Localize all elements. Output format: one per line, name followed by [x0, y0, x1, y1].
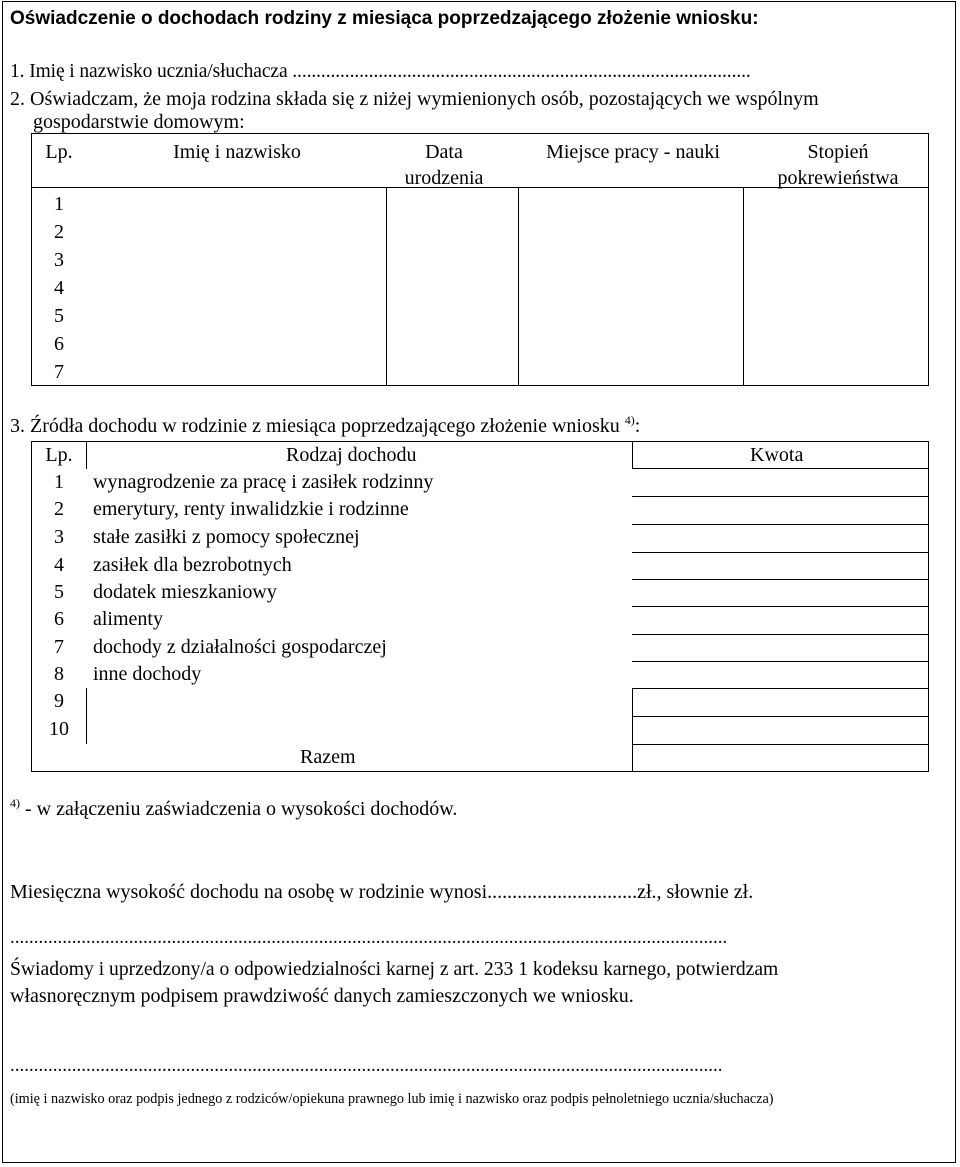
table-row: [32, 716, 928, 743]
form-title: Oświadczenie o dochodach rodziny z miesiąca poprzedzającego złożenie wniosku:: [10, 8, 759, 29]
table-row: [32, 634, 928, 661]
col-header-relation-line1: Stopień: [807, 141, 869, 163]
income-row-number: 3: [54, 526, 64, 548]
amount-row-rule: [632, 496, 928, 497]
column-divider: [386, 187, 387, 385]
amount-row-rule: [632, 661, 928, 662]
footnote-marker: 4): [10, 796, 20, 810]
income-row-number: 6: [54, 608, 64, 630]
total-label: Razem: [300, 746, 356, 768]
amount-row-rule: [632, 468, 928, 469]
family-statement-line1: 2. Oświadczam, że moja rodzina składa się z niżej wymienionych osób, pozostających we wspólnym: [10, 88, 819, 110]
col-header-source: Rodzaj dochodu: [286, 444, 417, 466]
income-sources-heading: [10, 415, 640, 437]
col-header-birth-line2: urodzenia: [404, 167, 484, 189]
family-row-number: 2: [54, 221, 64, 243]
total-row: [32, 744, 928, 771]
footnote-text: - w załączeniu zaświadczenia o wysokości dochodów.: [25, 798, 458, 820]
col-header-birth: [384, 139, 504, 191]
amount-row-rule: [632, 579, 928, 580]
amount-row-rule: [632, 524, 928, 525]
income-row-number: 2: [54, 498, 64, 520]
amount-row-rule: [632, 716, 928, 717]
table-row: [32, 579, 928, 606]
income-row-desc: zasiłek dla bezrobotnych: [93, 554, 292, 576]
family-row-number: 7: [54, 361, 64, 383]
table-row: [32, 552, 928, 579]
amount-row-rule: [632, 634, 928, 635]
col-header-lp: Lp.: [45, 444, 73, 466]
income-row-number: 8: [54, 663, 64, 685]
family-statement-line2: gospodarstwie domowym:: [33, 111, 245, 133]
column-divider: [632, 688, 633, 772]
income-row-desc: dochody z działalności gospodarczej: [93, 636, 387, 658]
col-header-birth-line1: Data: [425, 141, 463, 163]
signature-caption: (imię i nazwisko oraz podpis jednego z rodziców/opiekuna prawnego lub imię i nazwisko oraz podpis pełnoletniego ucznia/słuchacza): [10, 1091, 774, 1107]
income-row-number: 9: [54, 690, 64, 712]
table-row: [32, 496, 928, 523]
income-row-desc: stałe zasiłki z pomocy społecznej: [93, 526, 360, 548]
income-row-number: 1: [54, 471, 64, 493]
income-header-row: [32, 442, 928, 469]
amount-row-rule: [632, 606, 928, 607]
table-row: [32, 688, 928, 715]
income-row-desc: emerytury, renty inwalidzkie i rodzinne: [93, 498, 409, 520]
family-table: [31, 133, 929, 386]
col-header-relation: [748, 139, 928, 191]
footnote: [10, 798, 457, 820]
income-sources-colon: :: [634, 415, 641, 437]
signature-line: ......................................................................................................................................................: [10, 1055, 723, 1076]
column-divider: [518, 187, 519, 385]
amount-in-words-line: .......................................................................................................................................................: [10, 927, 728, 948]
amount-row-rule: [632, 744, 928, 745]
income-row-desc: inne dochody: [93, 663, 202, 685]
amount-row-rule: [632, 552, 928, 553]
amount-row-rule: [632, 688, 928, 689]
income-row-number: 7: [54, 636, 64, 658]
declaration-line1: Świadomy i uprzedzony/a o odpowiedzialności karnej z art. 233 1 kodeksu karnego, potwierdzam: [10, 959, 779, 980]
table-row: [32, 606, 928, 633]
col-header-name: Imię i nazwisko: [173, 141, 301, 163]
income-row-desc: dodatek mieszkaniowy: [93, 581, 277, 603]
income-row-number: 10: [49, 718, 69, 740]
income-table: [31, 441, 929, 772]
column-divider: [86, 442, 87, 469]
income-row-desc: alimenty: [93, 608, 163, 630]
declaration-line2: własnoręcznym podpisem prawdziwość danych zamieszczonych we wniosku.: [10, 985, 634, 1007]
column-divider: [632, 442, 633, 469]
income-sources-text: 3. Źródła dochodu w rodzinie z miesiąca poprzedzającego złożenie wniosku: [10, 415, 625, 437]
family-row-number: 3: [54, 249, 64, 271]
student-name-line: 1. Imię i nazwisko ucznia/słuchacza ................................................................................................: [10, 61, 751, 82]
col-header-lp: Lp.: [45, 141, 73, 163]
column-divider: [743, 187, 744, 385]
income-row-desc: wynagrodzenie za pracę i zasiłek rodzinny: [93, 471, 434, 493]
family-row-number: 5: [54, 305, 64, 327]
table-row: [32, 469, 928, 496]
col-header-relation-line2: pokrewieństwa: [777, 167, 899, 189]
family-row-number: 4: [54, 277, 64, 299]
col-header-work: Miejsce pracy - nauki: [546, 141, 720, 163]
header-separator: [32, 187, 928, 188]
family-row-number: 1: [54, 193, 64, 215]
income-row-number: 5: [54, 581, 64, 603]
monthly-income-line: Miesięczna wysokość dochodu na osobę w rodzinie wynosi..............................zł., słownie zł.: [10, 881, 754, 903]
col-header-amount: Kwota: [750, 444, 804, 466]
footnote-ref: 4): [624, 413, 635, 427]
column-divider: [86, 688, 87, 744]
table-row: [32, 524, 928, 551]
family-row-number: 6: [54, 333, 64, 355]
table-row: [32, 661, 928, 688]
income-row-number: 4: [54, 554, 64, 576]
